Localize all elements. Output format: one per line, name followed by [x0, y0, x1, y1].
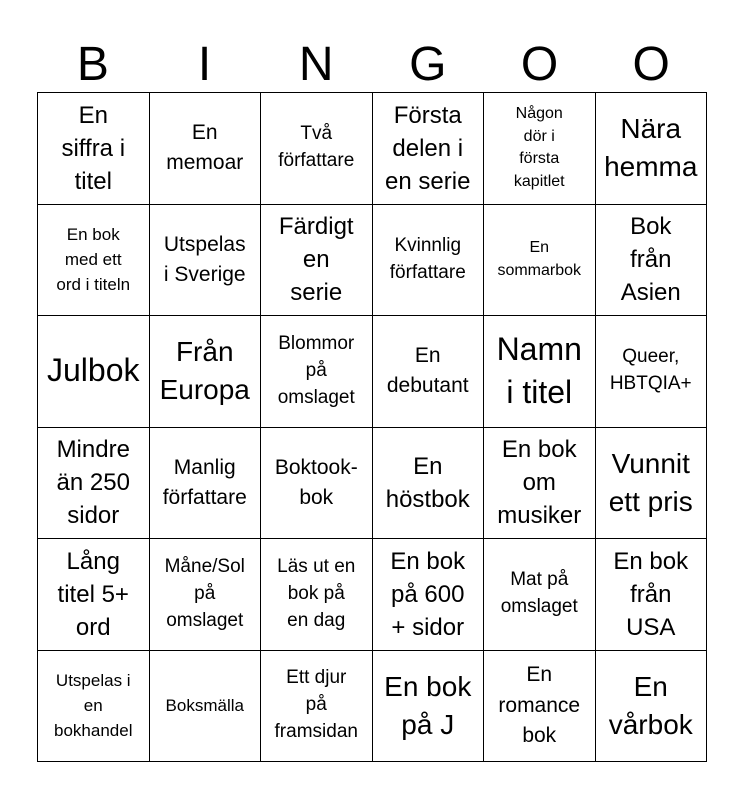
cell-label: En siffra i titel [61, 101, 126, 195]
cell-label: Kvinnlig författare [389, 234, 466, 283]
bingo-cell[interactable] [484, 205, 596, 317]
cell-label: Boktook- bok [274, 455, 358, 509]
bingo-cell[interactable] [596, 316, 708, 428]
bingo-cell[interactable] [596, 539, 708, 651]
cell-label: Vunnit ett pris [608, 447, 693, 517]
cell-label: En romance bok [498, 663, 581, 747]
cell-label: Någon dör i första kapitlet [513, 105, 565, 190]
bingo-cell[interactable] [38, 651, 150, 763]
bingo-cell[interactable] [150, 205, 262, 317]
bingo-cell[interactable] [150, 539, 262, 651]
bingo-cell[interactable] [373, 539, 485, 651]
bingo-cell[interactable] [261, 205, 373, 317]
bingo-cell[interactable] [261, 539, 373, 651]
cell-label: En bok på J [384, 670, 472, 740]
bingo-cell[interactable] [596, 93, 708, 205]
bingo-cell[interactable] [373, 93, 485, 205]
cell-label: En bok om musiker [497, 436, 582, 530]
bingo-cell[interactable] [596, 428, 708, 540]
bingo-cell[interactable] [596, 651, 708, 763]
cell-label: Lång titel 5+ ord [57, 547, 129, 641]
bingo-cell[interactable] [38, 316, 150, 428]
bingo-cell[interactable] [261, 428, 373, 540]
header-letter-o-2: O [632, 38, 670, 91]
bingo-cell[interactable] [484, 316, 596, 428]
bingo-cell[interactable] [261, 316, 373, 428]
cell-label: Mindre än 250 sidor [56, 436, 130, 530]
cell-label: Läs ut en bok på en dag [277, 555, 356, 631]
bingo-cell[interactable] [261, 93, 373, 205]
bingo-cell[interactable] [261, 651, 373, 763]
bingo-cell[interactable] [38, 93, 150, 205]
cell-label: Manlig författare [162, 455, 247, 509]
bingo-cell[interactable] [484, 93, 596, 205]
bingo-cell[interactable] [38, 205, 150, 317]
cell-label: Blommor på omslaget [277, 332, 355, 408]
cell-label: En sommarbok [497, 239, 582, 279]
bingo-cell[interactable] [484, 651, 596, 763]
cell-label: En debutant [386, 344, 469, 398]
cell-label: Namn i titel [496, 330, 582, 411]
bingo-cell[interactable] [150, 316, 262, 428]
bingo-cell[interactable] [150, 651, 262, 763]
bingo-cell[interactable] [373, 428, 485, 540]
cell-label: Måne/Sol på omslaget [164, 555, 245, 631]
cell-label: Första delen i en serie [385, 101, 471, 195]
bingo-grid [37, 92, 707, 762]
bingo-header [37, 38, 707, 92]
bingo-cell[interactable] [373, 205, 485, 317]
cell-label: En höstbok [385, 452, 470, 513]
cell-label: Boksmälla [165, 696, 244, 716]
cell-label: En bok på 600 + sidor [390, 547, 466, 641]
header-letter-o: O [520, 38, 559, 91]
bingo-cell[interactable] [484, 539, 596, 651]
cell-label: En bok med ett ord i titeln [56, 225, 131, 295]
bingo-cell[interactable] [373, 316, 485, 428]
cell-label: Queer, HBTQIA+ [609, 346, 692, 395]
bingo-cell[interactable] [38, 539, 150, 651]
cell-label: Två författare [278, 123, 355, 172]
cell-label: En vårbok [608, 670, 693, 740]
cell-label: Ett djur på framsidan [274, 667, 358, 743]
cell-label: Bok från Asien [620, 213, 681, 307]
cell-label: Utspelas i en bokhandel [54, 671, 133, 741]
cell-label: En bok från USA [613, 547, 689, 641]
cell-label: En memoar [166, 121, 244, 175]
bingo-cell[interactable] [150, 428, 262, 540]
cell-label: Nära hemma [604, 113, 698, 183]
cell-label: Julbok [47, 352, 140, 389]
header-letter-i: I [197, 38, 212, 91]
header-letter-b: B [76, 38, 109, 91]
cell-label: Från Europa [159, 336, 250, 406]
header-letter-n: N [298, 38, 334, 91]
cell-label: Färdigt en serie [278, 213, 354, 307]
cell-label: Utspelas i Sverige [163, 232, 246, 286]
bingo-cell[interactable] [484, 428, 596, 540]
bingo-cell[interactable] [373, 651, 485, 763]
bingo-cell[interactable] [596, 205, 708, 317]
header-letter-g: G [409, 38, 447, 91]
bingo-cell[interactable] [38, 428, 150, 540]
cell-label: Mat på omslaget [500, 569, 578, 618]
bingo-cell[interactable] [150, 93, 262, 205]
